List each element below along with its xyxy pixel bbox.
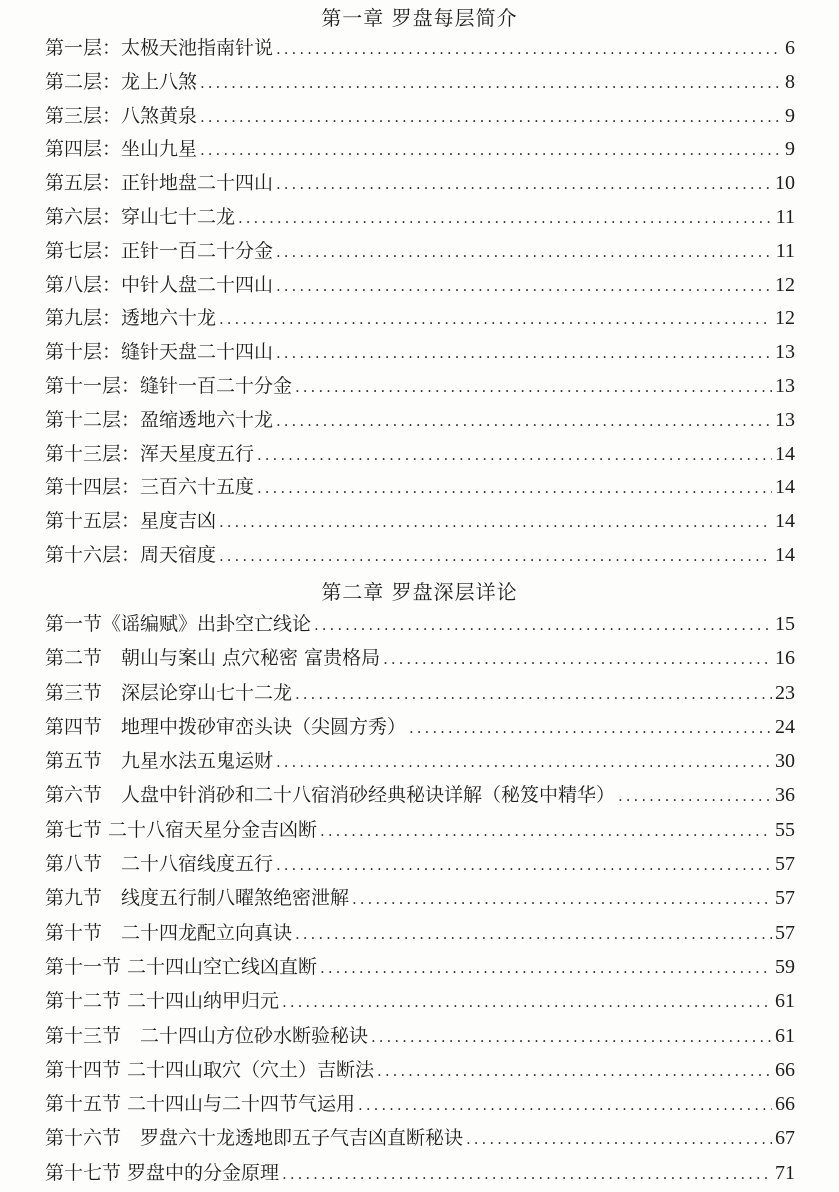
toc-entry[interactable] <box>45 676 795 710</box>
toc-entry[interactable] <box>45 539 795 573</box>
toc-page-number: 57 <box>775 887 795 910</box>
dot-leader <box>377 1054 772 1088</box>
toc-entry-label: 第九节 线度五行制八曜煞绝密泄解 <box>45 887 350 910</box>
toc-entry-label: 第十六层：周天宿度 <box>45 543 217 566</box>
dot-leader <box>282 1157 772 1191</box>
toc-entry-label: 第八节 二十八宿线度五行 <box>45 853 274 876</box>
toc-page-number: 12 <box>775 307 795 330</box>
toc-entry-label: 第十层：缝针天盘二十四山 <box>45 341 274 364</box>
toc-page-number: 16 <box>775 647 795 670</box>
dot-leader <box>358 1088 772 1122</box>
dot-leader <box>200 134 782 168</box>
toc-entry[interactable] <box>45 471 795 505</box>
toc-page-number: 10 <box>775 172 795 195</box>
toc-page-number: 14 <box>775 510 795 533</box>
toc-entry[interactable] <box>45 133 795 167</box>
toc-entry-label: 第四层：坐山九星 <box>45 138 198 161</box>
chapter-title: 第一章 罗盘每层简介 <box>321 6 518 30</box>
toc-entry-label: 第一层：太极天池指南针说 <box>45 37 274 59</box>
toc-entry[interactable] <box>45 201 795 235</box>
toc-entry-label: 第六节 人盘中针消砂和二十八宿消砂经典秘诀详解（秘笈中精华） <box>45 784 616 807</box>
toc-entry[interactable] <box>45 950 795 984</box>
dot-leader <box>371 1020 772 1054</box>
toc-entry[interactable] <box>45 641 795 675</box>
toc-entry[interactable] <box>45 404 795 438</box>
toc-list <box>45 32 795 573</box>
toc-entry[interactable] <box>45 847 795 881</box>
dot-leader <box>200 101 782 135</box>
toc-entry-label: 第一节《谣编赋》出卦空亡线论 <box>45 613 312 635</box>
toc-entry-label: 第十六节 罗盘六十龙透地即五子气吉凶直断秘诀 <box>45 1127 464 1150</box>
toc-page-number: 8 <box>785 70 795 93</box>
toc-entry-label: 第六层：穿山七十二龙 <box>45 205 236 228</box>
dot-leader <box>219 540 772 574</box>
toc-page-number: 24 <box>775 715 795 738</box>
dot-leader <box>200 67 782 101</box>
toc-entry[interactable] <box>45 438 795 472</box>
toc-entry[interactable] <box>45 916 795 950</box>
toc-page-number: 9 <box>785 104 795 127</box>
dot-leader <box>276 33 782 67</box>
toc-entry-label: 第十二节 二十四山纳甲归元 <box>45 990 280 1013</box>
toc-entry[interactable] <box>45 370 795 404</box>
toc-entry[interactable] <box>45 778 795 812</box>
dot-leader <box>352 882 772 916</box>
dot-leader <box>618 779 772 813</box>
toc-page-number: 59 <box>775 955 795 978</box>
toc-entry[interactable] <box>45 302 795 336</box>
toc-entry[interactable] <box>45 100 795 134</box>
toc-entry[interactable] <box>45 235 795 269</box>
toc-page-number: 61 <box>775 990 795 1013</box>
dot-leader <box>320 951 772 985</box>
dot-leader <box>276 168 772 202</box>
dot-leader <box>219 506 772 540</box>
toc-entry[interactable] <box>45 66 795 100</box>
dot-leader <box>314 608 772 642</box>
dot-leader <box>276 848 772 882</box>
toc-entry[interactable] <box>45 1121 795 1155</box>
toc-entry[interactable] <box>45 813 795 847</box>
toc-entry[interactable] <box>45 984 795 1018</box>
dot-leader <box>409 711 772 745</box>
toc-entry[interactable] <box>45 336 795 370</box>
toc-entry-label: 第七层：正针一百二十分金 <box>45 239 274 262</box>
toc-page-number: 66 <box>775 1058 795 1081</box>
toc-page-number: 14 <box>775 476 795 499</box>
toc-entry-label: 第十节 二十四龙配立向真诀 <box>45 921 293 944</box>
toc-entry-label: 第八层：中针人盘二十四山 <box>45 273 274 296</box>
toc-entry-label: 第三层：八煞黄泉 <box>45 104 198 127</box>
dot-leader <box>320 814 772 848</box>
toc-entry[interactable] <box>45 1053 795 1087</box>
toc-entry-label: 第二层：龙上八煞 <box>45 70 198 93</box>
toc-entry[interactable] <box>45 1087 795 1121</box>
toc-entry[interactable] <box>45 1019 795 1053</box>
toc-entry[interactable] <box>45 607 795 641</box>
toc-page-number: 67 <box>775 1127 795 1150</box>
toc-page-number: 13 <box>775 374 795 397</box>
toc-entry-label: 第十七节 罗盘中的分金原理 <box>45 1161 280 1184</box>
dot-leader <box>282 985 772 1019</box>
toc-page-number: 55 <box>775 818 795 841</box>
toc-page-number: 9 <box>785 138 795 161</box>
dot-leader <box>295 917 772 951</box>
toc-page-number: 15 <box>775 613 795 635</box>
toc-page-number: 57 <box>775 853 795 876</box>
toc-entry[interactable] <box>45 881 795 915</box>
toc-entry-label: 第五层：正针地盘二十四山 <box>45 172 274 195</box>
dot-leader <box>295 677 772 711</box>
dot-leader <box>257 439 772 473</box>
toc-entry[interactable] <box>45 710 795 744</box>
toc-page-number: 71 <box>775 1161 795 1184</box>
toc-page-number: 30 <box>775 750 795 773</box>
toc-page-number: 23 <box>775 681 795 704</box>
dot-leader <box>238 202 773 236</box>
dot-leader <box>219 303 772 337</box>
dot-leader <box>276 405 772 439</box>
toc-entry[interactable] <box>45 505 795 539</box>
toc-entry-label: 第十一节 二十四山空亡线凶直断 <box>45 955 318 978</box>
toc-entry-label: 第二节 朝山与案山 点穴秘密 富贵格局 <box>45 647 381 670</box>
toc-list <box>45 607 795 1190</box>
dot-leader <box>257 472 772 506</box>
toc-page-number: 61 <box>775 1024 795 1047</box>
toc-page-number: 57 <box>775 921 795 944</box>
toc-page-number: 11 <box>775 239 795 262</box>
toc-entry-label: 第十四层：三百六十五度 <box>45 476 255 499</box>
toc-entry-label: 第十三层：浑天星度五行 <box>45 442 255 465</box>
toc-entry-label: 第三节 深层论穿山七十二龙 <box>45 681 293 704</box>
toc-entry-label: 第十二层：盈缩透地六十龙 <box>45 408 274 431</box>
toc-entry-label: 第五节 九星水法五鬼运财 <box>45 750 274 773</box>
dot-leader <box>276 745 772 779</box>
toc-entry-label: 第七节 二十八宿天星分金吉凶断 <box>45 818 318 841</box>
dot-leader <box>466 1122 772 1156</box>
dot-leader <box>295 371 772 405</box>
dot-leader <box>276 337 772 371</box>
toc-entry-label: 第十一层：缝针一百二十分金 <box>45 374 293 397</box>
toc-entry-label: 第四节 地理中拨砂审峦头诀（尖圆方秀） <box>45 715 407 738</box>
toc-entry-label: 第十五节 二十四山与二十四节气运用 <box>45 1093 356 1116</box>
toc-entry[interactable] <box>45 32 795 66</box>
toc-entry-label: 第十四节 二十四山取穴（穴土）吉断法 <box>45 1058 375 1081</box>
toc-page-number: 11 <box>775 205 795 228</box>
toc-entry-label: 第九层：透地六十龙 <box>45 307 217 330</box>
toc-entry-label: 第十三节 二十四山方位砂水断验秘诀 <box>45 1024 369 1047</box>
toc-page-number: 6 <box>785 37 795 59</box>
toc-page-number: 66 <box>775 1093 795 1116</box>
dot-leader <box>383 642 772 676</box>
toc-entry[interactable] <box>45 744 795 778</box>
toc-page-number: 14 <box>775 442 795 465</box>
toc-page-number: 12 <box>775 273 795 296</box>
toc-entry[interactable] <box>45 167 795 201</box>
toc-page-number: 13 <box>775 408 795 431</box>
toc-page-number: 13 <box>775 341 795 364</box>
toc-entry[interactable] <box>45 269 795 303</box>
toc-page-number: 14 <box>775 543 795 566</box>
toc-page-number: 36 <box>775 784 795 807</box>
toc-entry[interactable] <box>45 1156 795 1190</box>
toc-entry-label: 第十五层：星度吉凶 <box>45 510 217 533</box>
dot-leader <box>276 236 773 270</box>
dot-leader <box>276 270 772 304</box>
chapter-title: 第二章 罗盘深层详论 <box>321 580 518 604</box>
